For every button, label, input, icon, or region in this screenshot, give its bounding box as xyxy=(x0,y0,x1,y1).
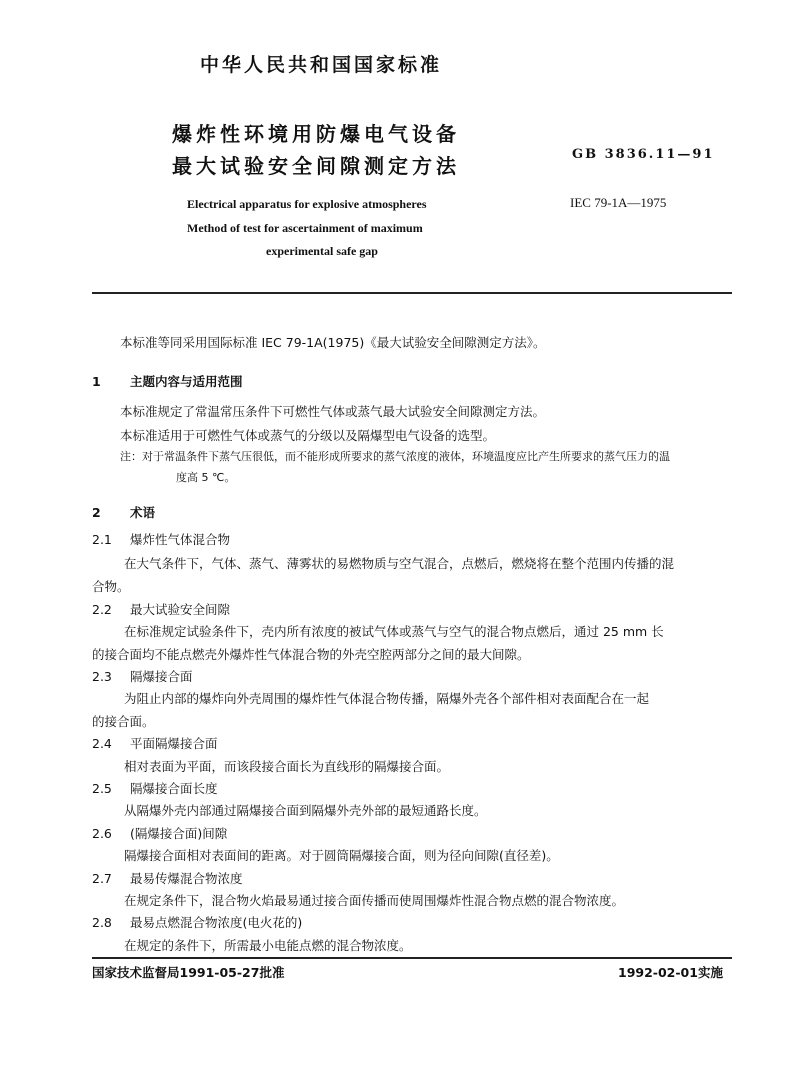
english-title-line-1: Electrical apparatus for explosive atmospheres xyxy=(187,197,427,211)
section-1-paragraph-2: 本标准适用于可燃性气体或蒸气的分级以及隔爆型电气设备的选型。 xyxy=(120,428,496,443)
section-1-paragraph-1: 本标准规定了常温常压条件下可燃性气体或蒸气最大试验安全间隙测定方法。 xyxy=(120,404,546,419)
term-2-6-definition: 隔爆接合面相对表面间的距离。对于圆筒隔爆接合面，则为径向间隙(直径差)。 xyxy=(124,848,559,863)
document-title-line-2: 最大试验安全间隙测定方法 xyxy=(172,154,460,178)
term-title: 最易点燃混合物浓度(电火花的) xyxy=(130,915,303,930)
section-1-number: 1 xyxy=(92,374,101,389)
term-number: 2.2 xyxy=(92,602,112,617)
national-standard-heading: 中华人民共和国国家标准 xyxy=(200,54,443,76)
term-number: 2.5 xyxy=(92,781,112,796)
english-title-line-3: experimental safe gap xyxy=(266,244,378,258)
section-1-note-line-2: 度高 5 ℃。 xyxy=(176,471,236,484)
term-2-7-heading xyxy=(92,869,243,887)
term-2-1-definition-line-2: 合物。 xyxy=(92,579,130,594)
effective-date-statement: 1992-02-01实施 xyxy=(618,965,723,980)
term-2-5-heading xyxy=(92,779,218,797)
english-title-line-2: Method of test for ascertainment of maximum xyxy=(187,221,423,235)
term-2-5-definition: 从隔爆外壳内部通过隔爆接合面到隔爆外壳外部的最短通路长度。 xyxy=(124,803,487,818)
term-2-1-heading xyxy=(92,530,230,548)
section-1-note-line-1: 注：对于常温条件下蒸气压很低，而不能形成所要求的蒸气浓度的液体，环境温度应比产生所要求的蒸气压力的温 xyxy=(120,450,670,463)
term-number: 2.4 xyxy=(92,736,112,751)
approval-statement: 国家技术监督局1991-05-27批准 xyxy=(92,965,285,980)
footer-divider xyxy=(92,957,732,959)
intro-paragraph: 本标准等同采用国际标准 IEC 79-1A(1975)《最大试验安全间隙测定方法》。 xyxy=(120,335,546,350)
term-title: 隔爆接合面长度 xyxy=(130,781,218,796)
term-2-2-heading xyxy=(92,600,230,618)
term-2-2-definition-line-1: 在标准规定试验条件下，壳内所有浓度的被试气体或蒸气与空气的混合物点燃后，通过 25 mm 长 xyxy=(124,624,664,639)
term-2-4-heading xyxy=(92,734,218,752)
section-2-title: 术语 xyxy=(130,505,156,520)
term-title: (隔爆接合面)间隙 xyxy=(130,826,228,841)
document-title-line-1: 爆炸性环境用防爆电气设备 xyxy=(172,122,460,146)
term-2-1-definition-line-1: 在大气条件下，气体、蒸气、薄雾状的易燃物质与空气混合，点燃后，燃烧将在整个范围内传播的混 xyxy=(124,556,675,571)
term-2-8-definition: 在规定的条件下，所需最小电能点燃的混合物浓度。 xyxy=(124,938,412,953)
term-title: 隔爆接合面 xyxy=(130,669,193,684)
section-2-heading xyxy=(92,503,155,521)
term-title: 爆炸性气体混合物 xyxy=(130,532,231,547)
term-2-7-definition: 在规定条件下，混合物火焰最易通过接合面传播而使周围爆炸性混合物点燃的混合物浓度。 xyxy=(124,893,625,908)
term-2-8-heading xyxy=(92,913,302,931)
term-title: 最大试验安全间隙 xyxy=(130,602,231,617)
iec-standard-code: IEC 79-1A—1975 xyxy=(570,195,667,210)
header-divider xyxy=(92,292,732,294)
term-2-3-definition-line-1: 为阻止内部的爆炸向外壳周围的爆炸性气体混合物传播，隔爆外壳各个部件相对表面配合在一起 xyxy=(124,691,650,706)
term-2-3-heading xyxy=(92,667,193,685)
gb-standard-code: GB 3836.11—91 xyxy=(572,147,715,162)
section-1-title: 主题内容与适用范围 xyxy=(130,374,243,389)
term-title: 最易传爆混合物浓度 xyxy=(130,871,243,886)
term-number: 2.6 xyxy=(92,826,112,841)
term-2-2-definition-line-2: 的接合面均不能点燃壳外爆炸性气体混合物的外壳空腔两部分之间的最大间隙。 xyxy=(92,647,530,662)
term-number: 2.8 xyxy=(92,915,112,930)
term-number: 2.1 xyxy=(92,532,112,547)
term-number: 2.3 xyxy=(92,669,112,684)
term-2-3-definition-line-2: 的接合面。 xyxy=(92,714,155,729)
section-1-heading xyxy=(92,372,243,390)
term-number: 2.7 xyxy=(92,871,112,886)
term-2-6-heading xyxy=(92,824,227,842)
term-title: 平面隔爆接合面 xyxy=(130,736,218,751)
term-2-4-definition: 相对表面为平面，而该段接合面长为直线形的隔爆接合面。 xyxy=(124,759,450,774)
section-2-number: 2 xyxy=(92,505,101,520)
